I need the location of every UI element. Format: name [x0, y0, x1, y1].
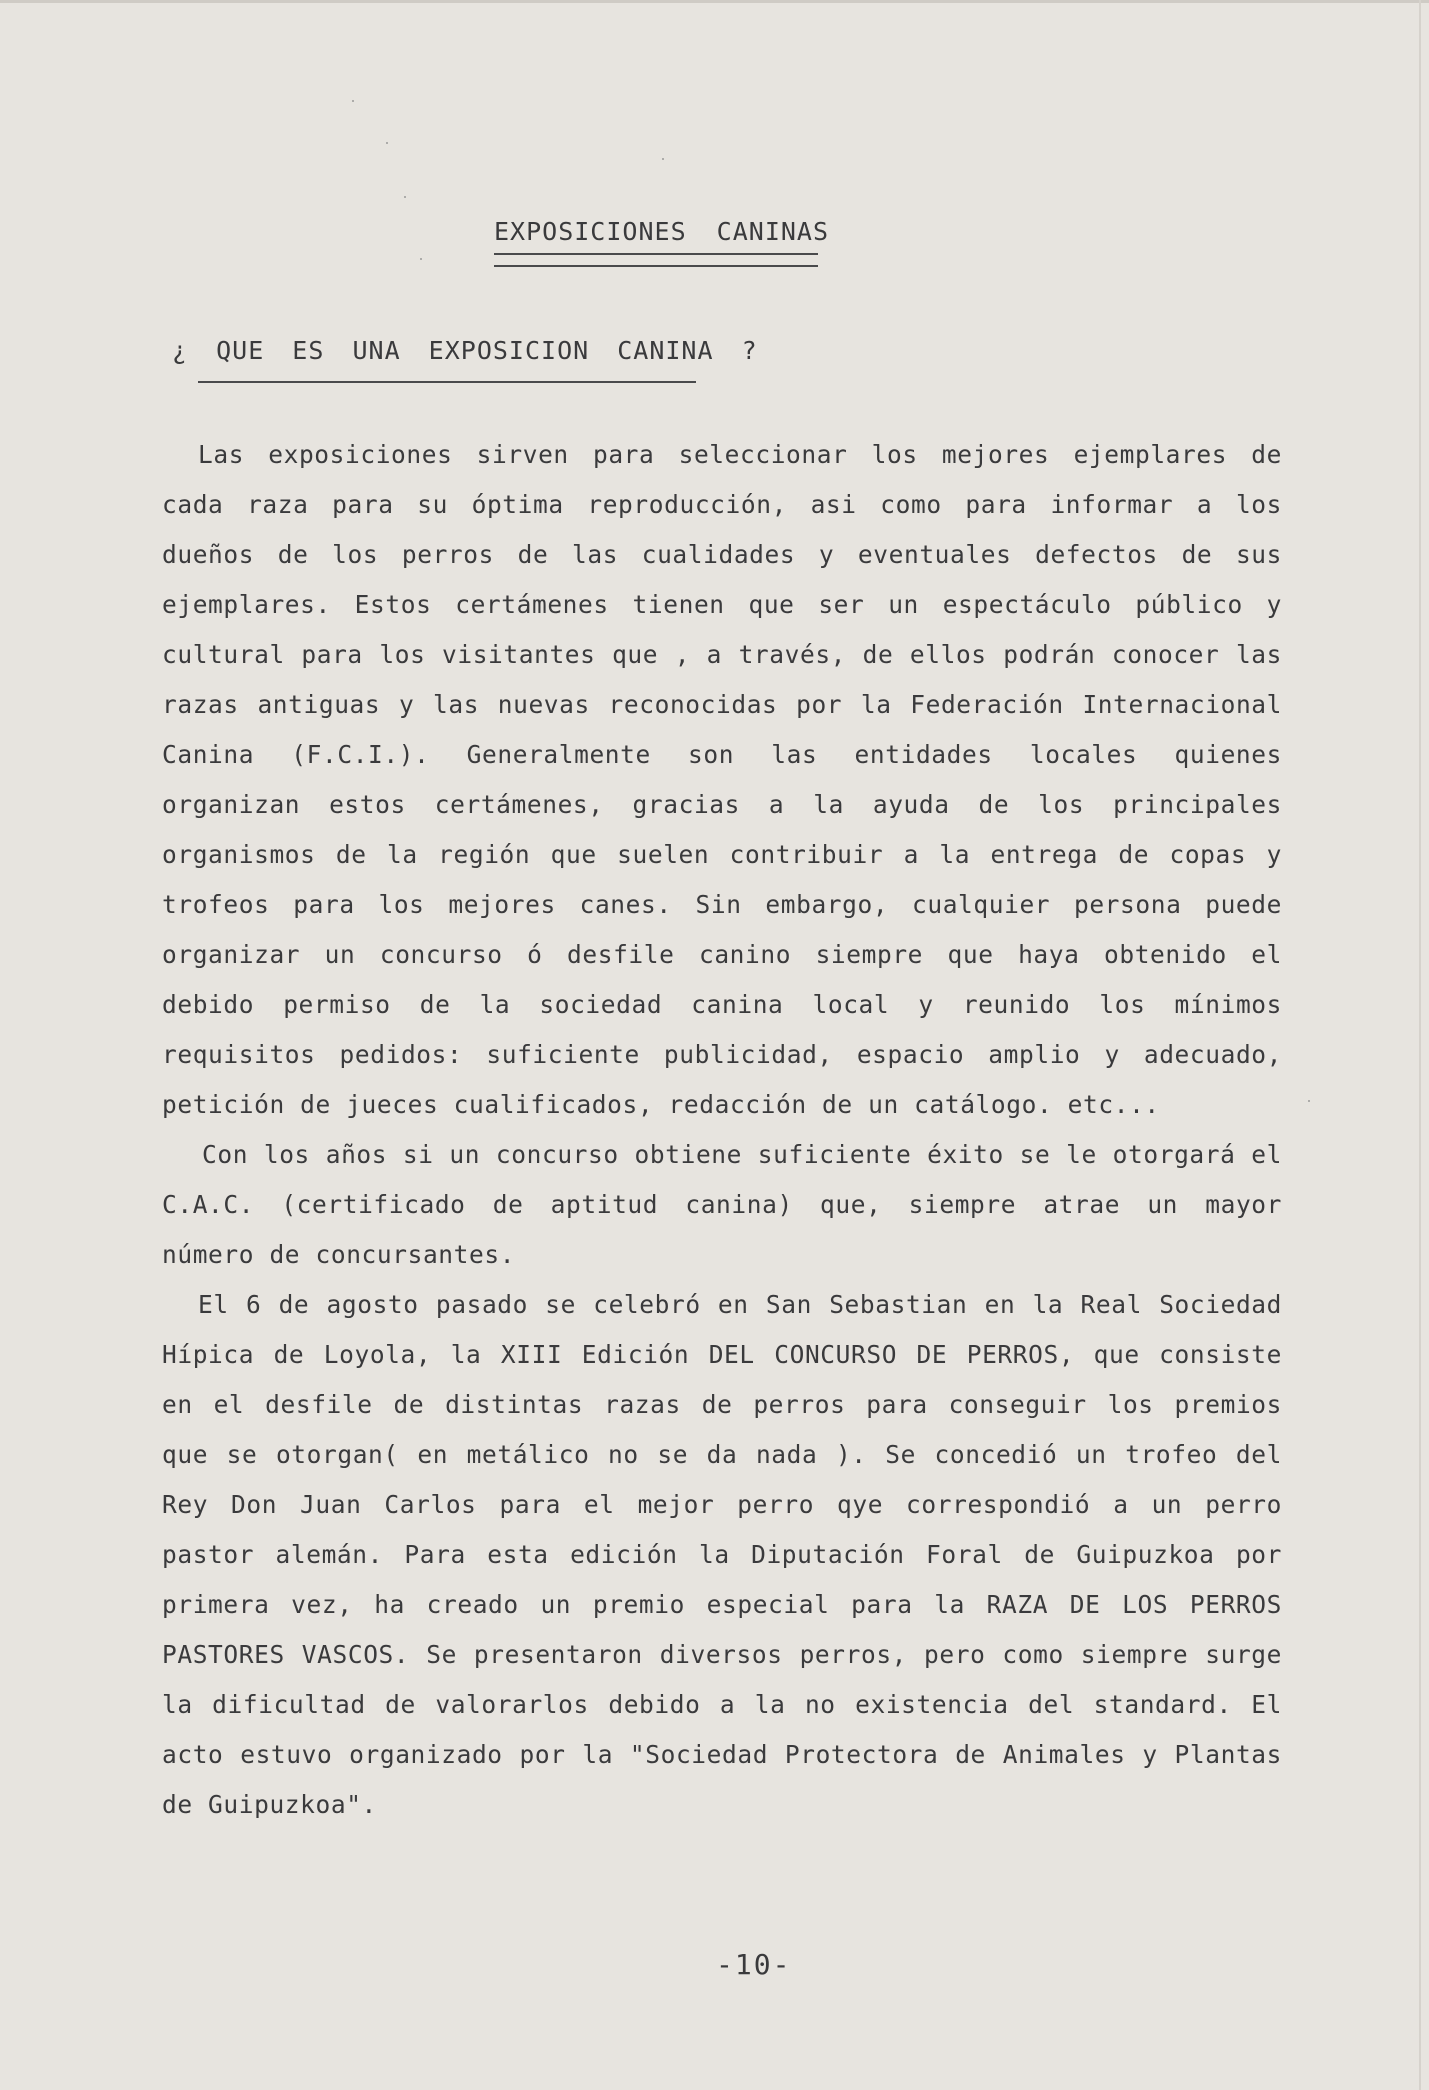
page-right-edge: [1419, 0, 1421, 2090]
scan-speck: [420, 258, 422, 260]
scan-speck: [1308, 1100, 1310, 1102]
paragraph-cac: Con los años si un concurso obtiene suficiente éxito se le otorgará el C.A.C. (certificado de aptitud canina) que, siempre atrae un mayor número de concursantes.: [162, 1140, 1282, 1269]
scan-speck: [662, 158, 664, 160]
page-top-edge: [0, 0, 1429, 3]
title-underline: [494, 253, 818, 255]
section-heading: ¿ QUE ES UNA EXPOSICION CANINA ?: [172, 336, 758, 365]
body-text: [162, 430, 1282, 1830]
heading-underline: [198, 381, 696, 383]
title-double-underline: [494, 265, 818, 267]
scan-speck: [352, 100, 354, 102]
paragraph-event: El 6 de agosto pasado se celebró en San Sebastian en la Real Sociedad Hípica de Loyola, la XIII Edición DEL CONCURSO DE PERROS, que consiste en el desfile de distintas razas de perros para conseguir los premios que se otorgan( en metálico no se da nada ). Se concedió un trofeo del Rey Don Juan Carlos para el mejor perro qye correspondió a un perro pastor alemán. Para esta edición la Diputación Foral de Guipuzkoa por primera vez, ha creado un premio especial para la RAZA DE LOS PERROS PASTORES VASCOS. Se presentaron diversos perros, pero como siempre surge la dificultad de valorarlos debido a la no existencia del standard. El acto estuvo organizado por la "Sociedad Protectora de Animales y Plantas de Guipuzkoa".: [162, 1290, 1282, 1819]
scan-speck: [404, 196, 406, 198]
page-number: -10-: [716, 1948, 792, 1981]
scan-speck: [386, 142, 388, 144]
document-title: EXPOSICIONES CANINAS: [494, 217, 830, 246]
paragraph-intro: Las exposiciones sirven para seleccionar los mejores ejemplares de cada raza para su óptima reproducción, asi como para informar a los dueños de los perros de las cualidades y eventuales defectos de sus ejemplares. Estos certámenes tienen que ser un espectáculo público y cultural para los visitantes que , a través, de ellos podrán conocer las razas antiguas y las nuevas reconocidas por la Federación Internacional Canina (F.C.I.). Generalmente son las entidades locales quienes organizan estos certámenes, gracias a la ayuda de los principales organismos de la región que suelen contribuir a la entrega de copas y trofeos para los mejores canes. Sin embargo, cualquier persona puede organizar un concurso ó desfile canino siempre que haya obtenido el debido permiso de la sociedad canina local y reunido los mínimos requisitos pedidos: suficiente publicidad, espacio amplio y adecuado, petición de jueces cualificados, redacción de un catálogo. etc...: [162, 440, 1282, 1119]
